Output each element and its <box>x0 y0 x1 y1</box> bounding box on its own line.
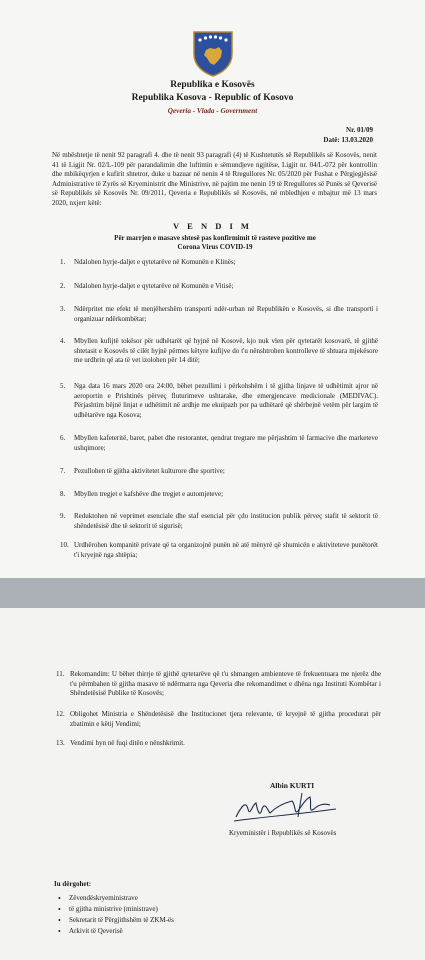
item-text: Obligohet Ministria e Shëndetësisë dhe Institucionet tjera relevante, të kryejnë të gjitha procedurat për zbatimin e këtij Vendimi; <box>70 710 381 728</box>
item-text: Urdhërohen kompanitë private që ta organizojnë punën në atë mënyrë që shumicën e aktiviteteve punëtorët t'i kryejnë nga shtëpia; <box>74 541 378 559</box>
header-line-3: Qeveria - Vlada - Government <box>167 107 258 115</box>
page-separator <box>0 578 425 608</box>
item-number: 2. <box>60 282 66 290</box>
item-text: Mbyllen kufijtë tokësor për udhëtarët që hyjnë në Kosovë, kjo nuk vlen për qytetarët kosovarë, të gjithë shtetasit e Kosovës të cilët hyjnë përmes këtyre kufijve do t'u nënshtrohen kontrolleve të shtuara mjekësore me urdhrin që ata të vet izolohen për 14 ditë; <box>74 337 378 365</box>
list-item <box>60 258 378 268</box>
item-number: 13. <box>56 739 65 747</box>
item-number: 11. <box>56 670 65 678</box>
list-item <box>60 382 378 420</box>
reference-number: Nr. 01/09 <box>346 126 373 134</box>
list-item <box>56 710 381 729</box>
list-item <box>60 512 378 531</box>
item-number: 6. <box>60 434 66 442</box>
item-text: Ndalohen hyrje-daljet e qytetarëve në Komunën e Vitisë; <box>74 282 234 290</box>
item-number: 9. <box>60 512 66 520</box>
item-number: 12. <box>56 710 65 718</box>
decision-subtitle: Për marrjen e masave shtesë pas konfirmimit të rasteve pozitive me Corona Virus COVID-19 <box>114 234 316 251</box>
item-number: 7. <box>60 467 66 475</box>
list-item <box>60 434 378 453</box>
item-text: Mbyllen kafeteritë, baret, pabet dhe restorantet, qendrat tregtare me përjashtim të farmacive dhe marketeve ushqimore; <box>74 434 378 452</box>
signatory-title: Kryeministër i Republikës së Kosovës <box>229 829 337 837</box>
list-item <box>60 305 378 324</box>
header-line-2: Republika Kosova - Republic of Kosovo <box>131 93 294 103</box>
intro-paragraph: Në mbështetje të nenit 92 paragrafi 4. dhe të nenit 93 paragrafi (4) të Kushtetutës së Republikës së Kosovës, nenit 41 të Ligjit Nr. 02/L-109 për parandalimin dhe luftimin e sëmundjeve ngjitëse, Ligjit nr. 04/L-072 për kontrollin dhe mbikëqyrjen e kufirit shtetror, duke u bazuar në nenin 4 të Rregullores Nr. 05/2020 për Fushat e Përgjegjësisë Administrative të Zyrës së Kryeministrit dhe Ministrive, në pajtim me nenin 19 të Rregullores së Punës së Qeverisë së Republikës së Kosovës Nr. 09/2011, Qeveria e Republikës së Kosovës, në mbledhjen e mbajtur më 13 mars 2020, nxjerr këtë: <box>52 151 377 207</box>
reference-date: Datë: 13.03.2020 <box>323 136 373 144</box>
item-text: Nga data 16 mars 2020 ora 24:00, bëhet pezullimi i përkohshëm i të gjitha linjave të udhëtimit ajror në aeroportin e Prishtinës përveç fluturimeve ushtarake, dhe emergjencave medicionale (MEDIVAC). Përjashtim bëjnë linjat e udhëtimit në ardhje me ekuipazh por pa udhëtarë që shërbejnë vetëm për largim të udhëtarëve nga Kosova; <box>74 382 378 419</box>
list-item: • Sekretarit të Përgjithshëm të ZKM-ës <box>58 915 174 926</box>
item-number: 5. <box>60 382 66 390</box>
list-item <box>56 670 381 699</box>
item-text: Reduktohen në veprimet esenciale dhe staf esencial për çdo institucion publik përveç stafit të sektorit të shëndetësisë dhe të sektorit të sigurisë; <box>74 512 378 530</box>
list-item <box>60 282 378 292</box>
decision-title: V E N D I M <box>173 221 252 231</box>
list-item <box>60 337 378 366</box>
kosovo-coat-of-arms-icon <box>188 28 238 78</box>
item-number: 8. <box>60 490 66 498</box>
list-item: • Zëvendëskryeministrave <box>58 893 174 904</box>
item-number: 3. <box>60 305 66 313</box>
list-item <box>60 541 378 560</box>
distribution-list <box>58 893 174 937</box>
item-text: Ndërpritet me efekt të menjëhershëm transporti ndër-urban në Republikën e Kosovës, si dhe transporti i organizuar ndërkombëtar; <box>74 305 378 323</box>
handwritten-signature <box>232 787 342 827</box>
item-text: Vendimi hyn në fuqi ditën e nënshkrimit. <box>70 739 185 747</box>
item-text: Ndalohen hyrje-daljet e qytetarëve në Komunën e Klinës; <box>74 258 236 266</box>
list-item <box>56 739 381 749</box>
signatory-name: Albin KURTI <box>270 781 315 790</box>
list-item: • të gjitha ministrive (ministrave) <box>58 904 174 915</box>
header-line-1: Republika e Kosovës <box>170 80 255 90</box>
item-number: 4. <box>60 337 66 345</box>
item-number: 10. <box>60 541 69 549</box>
list-item <box>60 490 378 500</box>
list-item <box>60 467 378 477</box>
item-text: Rekomandim: U bëhet thirrje të gjithë qytetarëve që t'u shmangen ambienteve të frekuentuara me njerëz dhe t'u përmbahen të gjitha masave të ndërmarra nga Qeveria dhe rekomandimet e dhëna nga Instituti Kombëtar i Shëndetësisë Publike të Kosovës; <box>70 670 381 698</box>
item-text: Mbyllen tregjet e kafshëve dhe tregjet e automjeteve; <box>74 490 224 498</box>
item-number: 1. <box>60 258 66 266</box>
distribution-heading: Iu dërgohet: <box>54 880 92 888</box>
list-item: • Arkivit të Qeverisë <box>58 926 174 937</box>
item-text: Pezullohen të gjitha aktivitetet kulturore dhe sportive; <box>74 467 225 475</box>
